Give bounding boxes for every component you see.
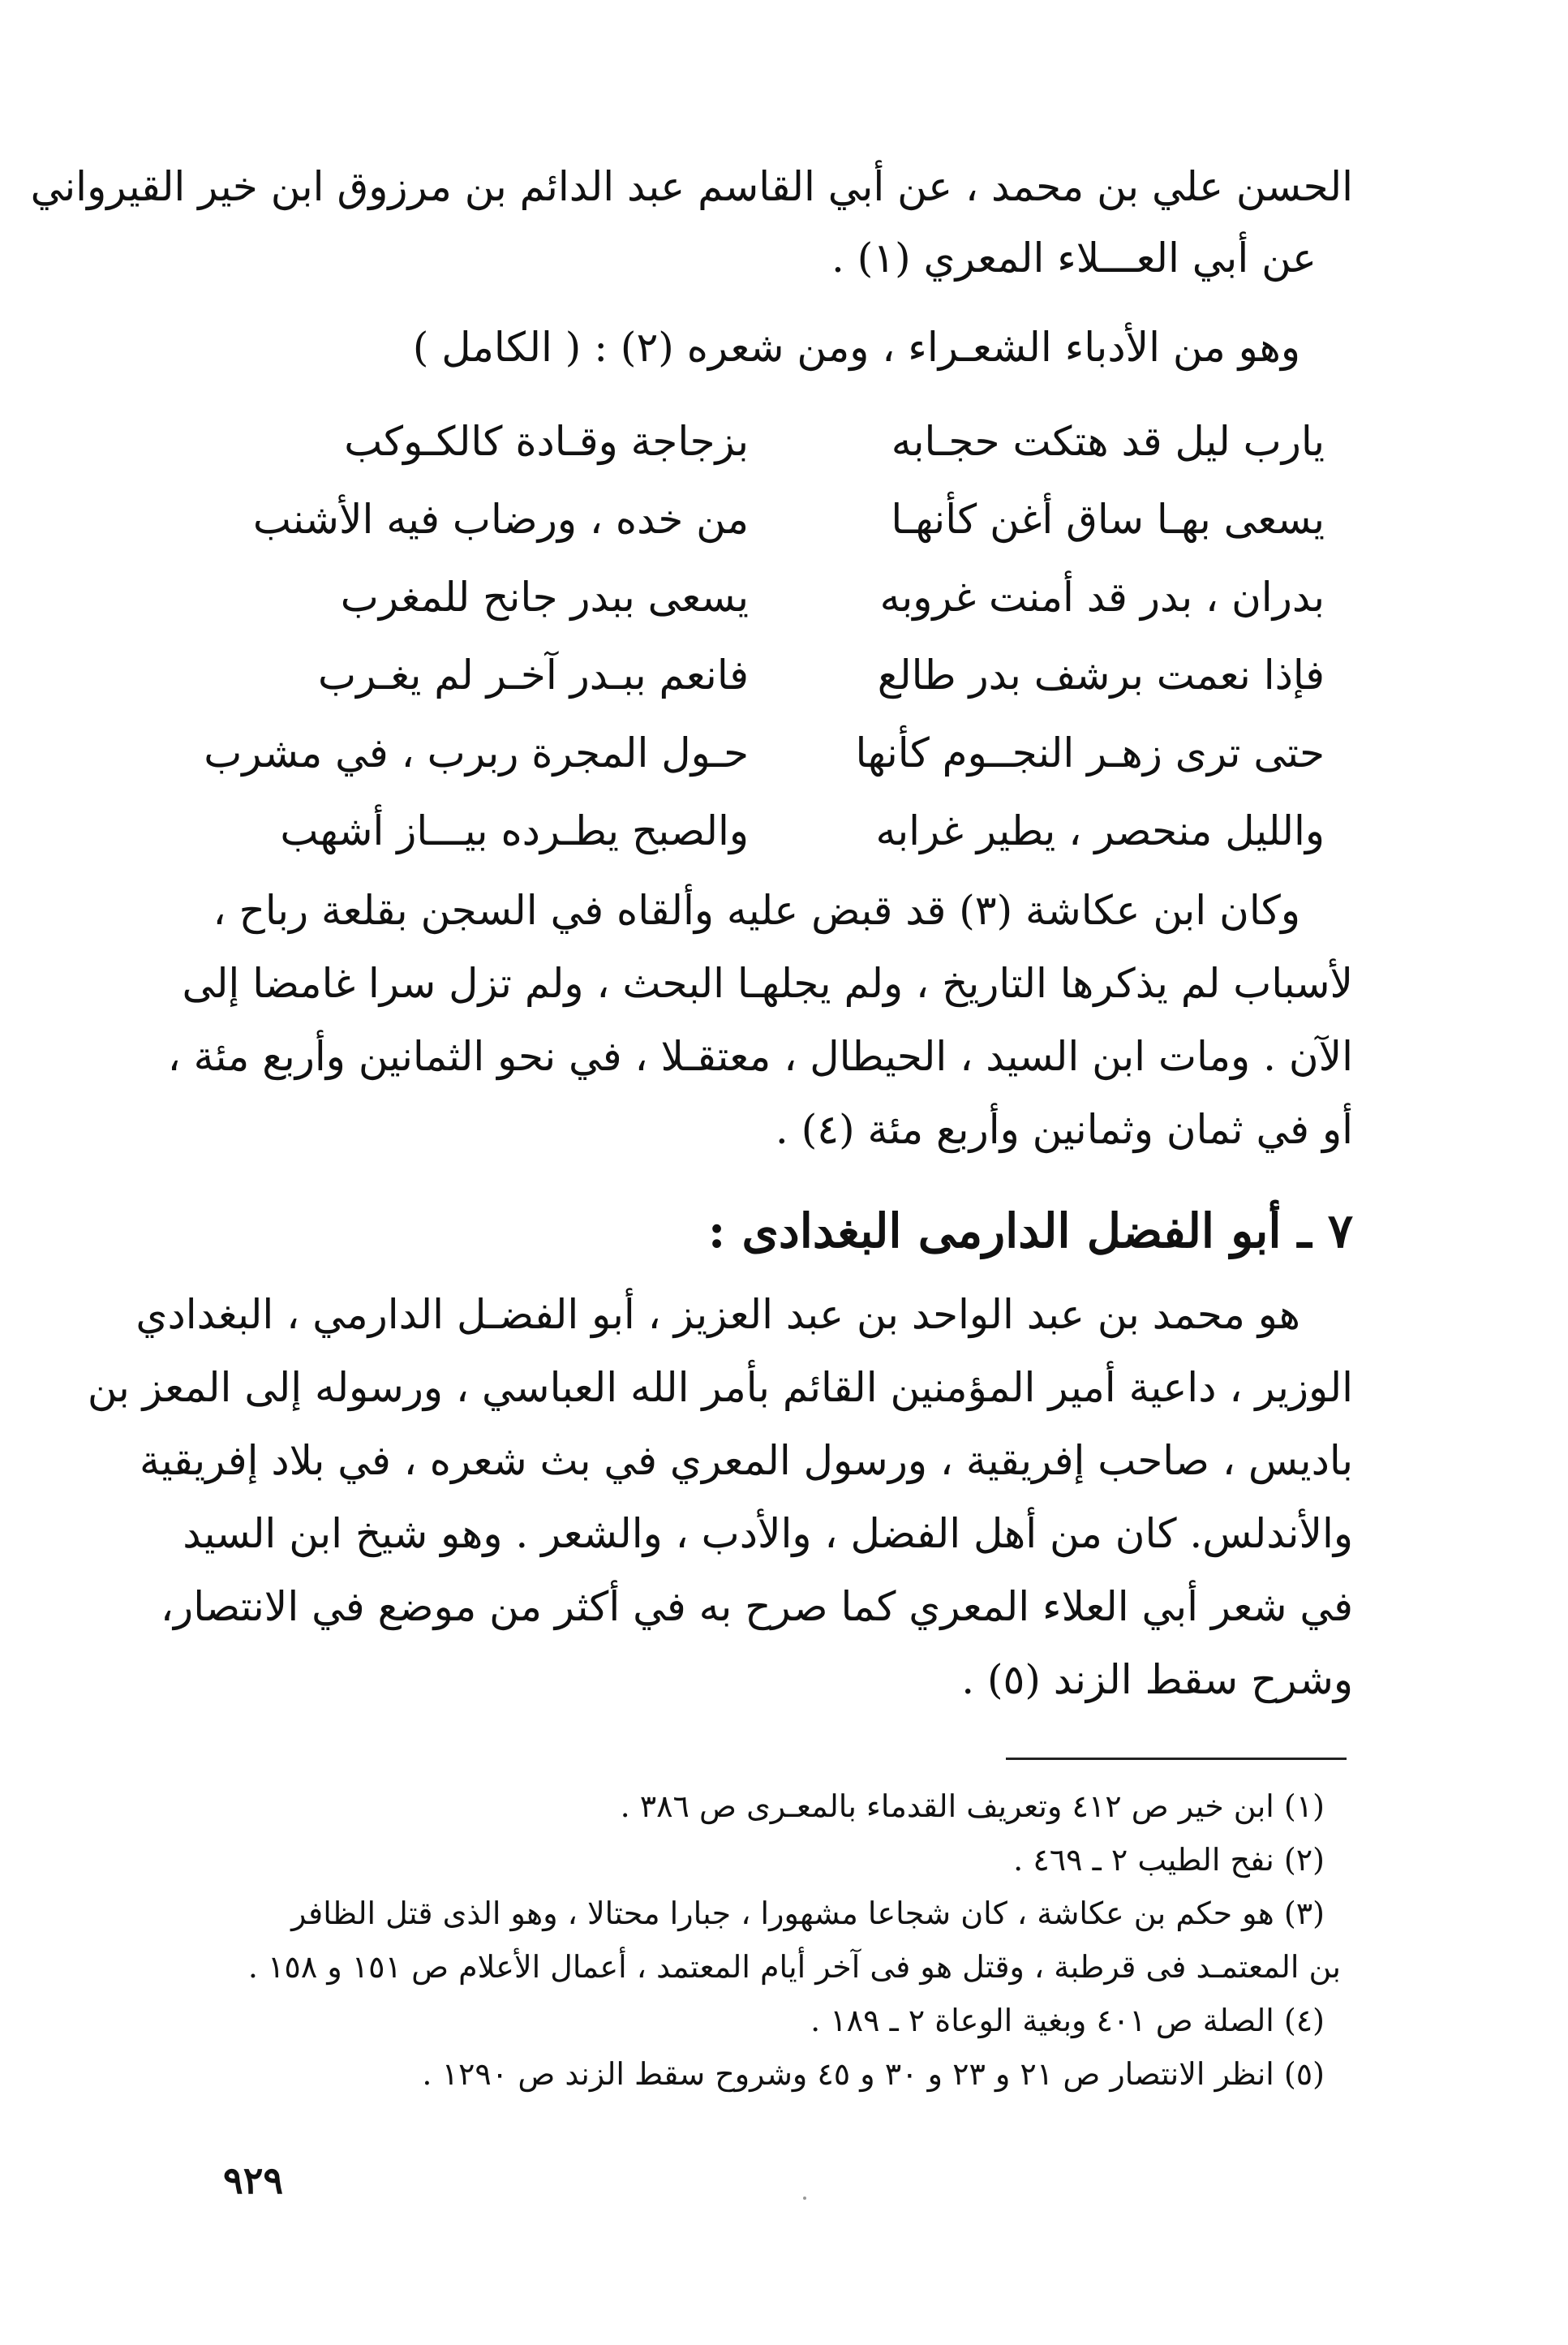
- verse-row: [238, 480, 1325, 558]
- meter-line: وهو من الأدباء الشعـراء ، ومن شعره (٢) : ( الكامل ): [412, 324, 1300, 371]
- paragraph-line: لأسباب لم يذكرها التاريخ ، ولم يجلهـا البحث ، ولم تزل سرا غامضا إلى: [182, 960, 1353, 1007]
- paragraph-line: وكان ابن عكاشة (٣) قد قبض عليه وألقاه في السجن بقلعة رباح ،: [213, 887, 1300, 934]
- first-hemistich: يارب ليل قد هتكت حجـابه: [891, 418, 1325, 465]
- paragraph-line: أو في ثمان وثمانين وأربع مئة (٤) .: [775, 1106, 1353, 1153]
- second-hemistich: يسعى ببدر جانح للمغرب: [340, 574, 749, 621]
- footnote: (٤) الصلة ص ٤٠١ وبغية الوعاة ٢ ـ ١٨٩ .: [810, 2003, 1325, 2038]
- first-hemistich: يسعى بهـا ساق أغن كأنهـا: [891, 496, 1325, 543]
- second-hemistich: حـول المجرة ربرب ، في مشرب: [204, 729, 749, 777]
- paragraph-line: هو محمد بن عبد الواحد بن عبد العزيز ، أبو الفضـل الدارمي ، البغدادي: [135, 1291, 1300, 1338]
- footnote: (٣) هو حكم بن عكاشة ، كان شجاعا مشهورا ، جبارا محتالا ، وهو الذى قتل الظافر: [291, 1895, 1325, 1931]
- footnote: (١) ابن خير ص ٤١٢ وتعريف القدماء بالمعـرى ص ٣٨٦ .: [620, 1788, 1325, 1824]
- paragraph-line: في شعر أبي العلاء المعري كما صرح به في أكثر من موضع في الانتصار،: [160, 1583, 1353, 1630]
- print-speck: [803, 2197, 806, 2200]
- first-hemistich: بدران ، بدر قد أمنت غروبه: [879, 574, 1325, 621]
- footnote: (٢) نفح الطيب ٢ ـ ٤٦٩ .: [1013, 1842, 1325, 1878]
- second-hemistich: فانعم ببـدر آخـر لم يغـرب: [318, 652, 749, 699]
- footnote: (٥) انظر الانتصار ص ٢١ و ٢٣ و ٣٠ و ٤٥ وشروح سقط الزند ص ١٢٩٠ .: [422, 2056, 1325, 2092]
- verse-row: [238, 792, 1325, 870]
- verse-row: [238, 402, 1325, 480]
- footnote-continuation: بن المعتمـد فى قرطبة ، وقتل هو فى آخر أيام المعتمد ، أعمال الأعلام ص ١٥١ و ١٥٨ .: [247, 1949, 1341, 1985]
- paragraph-line: والأندلس. كان من أهل الفضل ، والأدب ، والشعر . وهو شيخ ابن السيد: [183, 1510, 1353, 1557]
- second-hemistich: بزجاجة وقـادة كالكـوكب: [344, 418, 749, 465]
- section-heading: ٧ ـ أبو الفضل الدارمى البغدادى :: [707, 1203, 1353, 1259]
- paragraph-line: باديس ، صاحب إفريقية ، ورسول المعري في بث شعره ، في بلاد إفريقية: [140, 1437, 1353, 1484]
- first-hemistich: حتى ترى زهـر النجــوم كأنها: [855, 729, 1325, 777]
- verse-row: [204, 714, 1325, 792]
- footnote-divider: [1006, 1758, 1347, 1760]
- second-hemistich: من خده ، ورضاب فيه الأشنب: [252, 496, 749, 543]
- paragraph-line: الحسن علي بن محمد ، عن أبي القاسم عبد الدائم بن مرزوق ابن خير القيرواني: [30, 163, 1353, 210]
- paragraph-line: وشرح سقط الزند (٥) .: [961, 1656, 1353, 1703]
- paragraph-line: عن أبي العـــلاء المعري (١) .: [831, 234, 1317, 282]
- first-hemistich: فإذا نعمت برشف بدر طالع: [877, 652, 1325, 699]
- page-number: ٩٢٩: [223, 2158, 284, 2202]
- paragraph-line: الآن . ومات ابن السيد ، الحيطال ، معتقـلا ، في نحو الثمانين وأربع مئة ،: [167, 1033, 1353, 1080]
- first-hemistich: والليل منحصر ، يطير غرابه: [875, 807, 1325, 854]
- paragraph-line: الوزير ، داعية أمير المؤمنين القائم بأمر الله العباسي ، ورسوله إلى المعز بن: [87, 1364, 1353, 1411]
- verse-row: [238, 558, 1325, 636]
- second-hemistich: والصبح يطـرده بيـــاز أشهب: [280, 807, 749, 854]
- verse-row: [238, 636, 1325, 714]
